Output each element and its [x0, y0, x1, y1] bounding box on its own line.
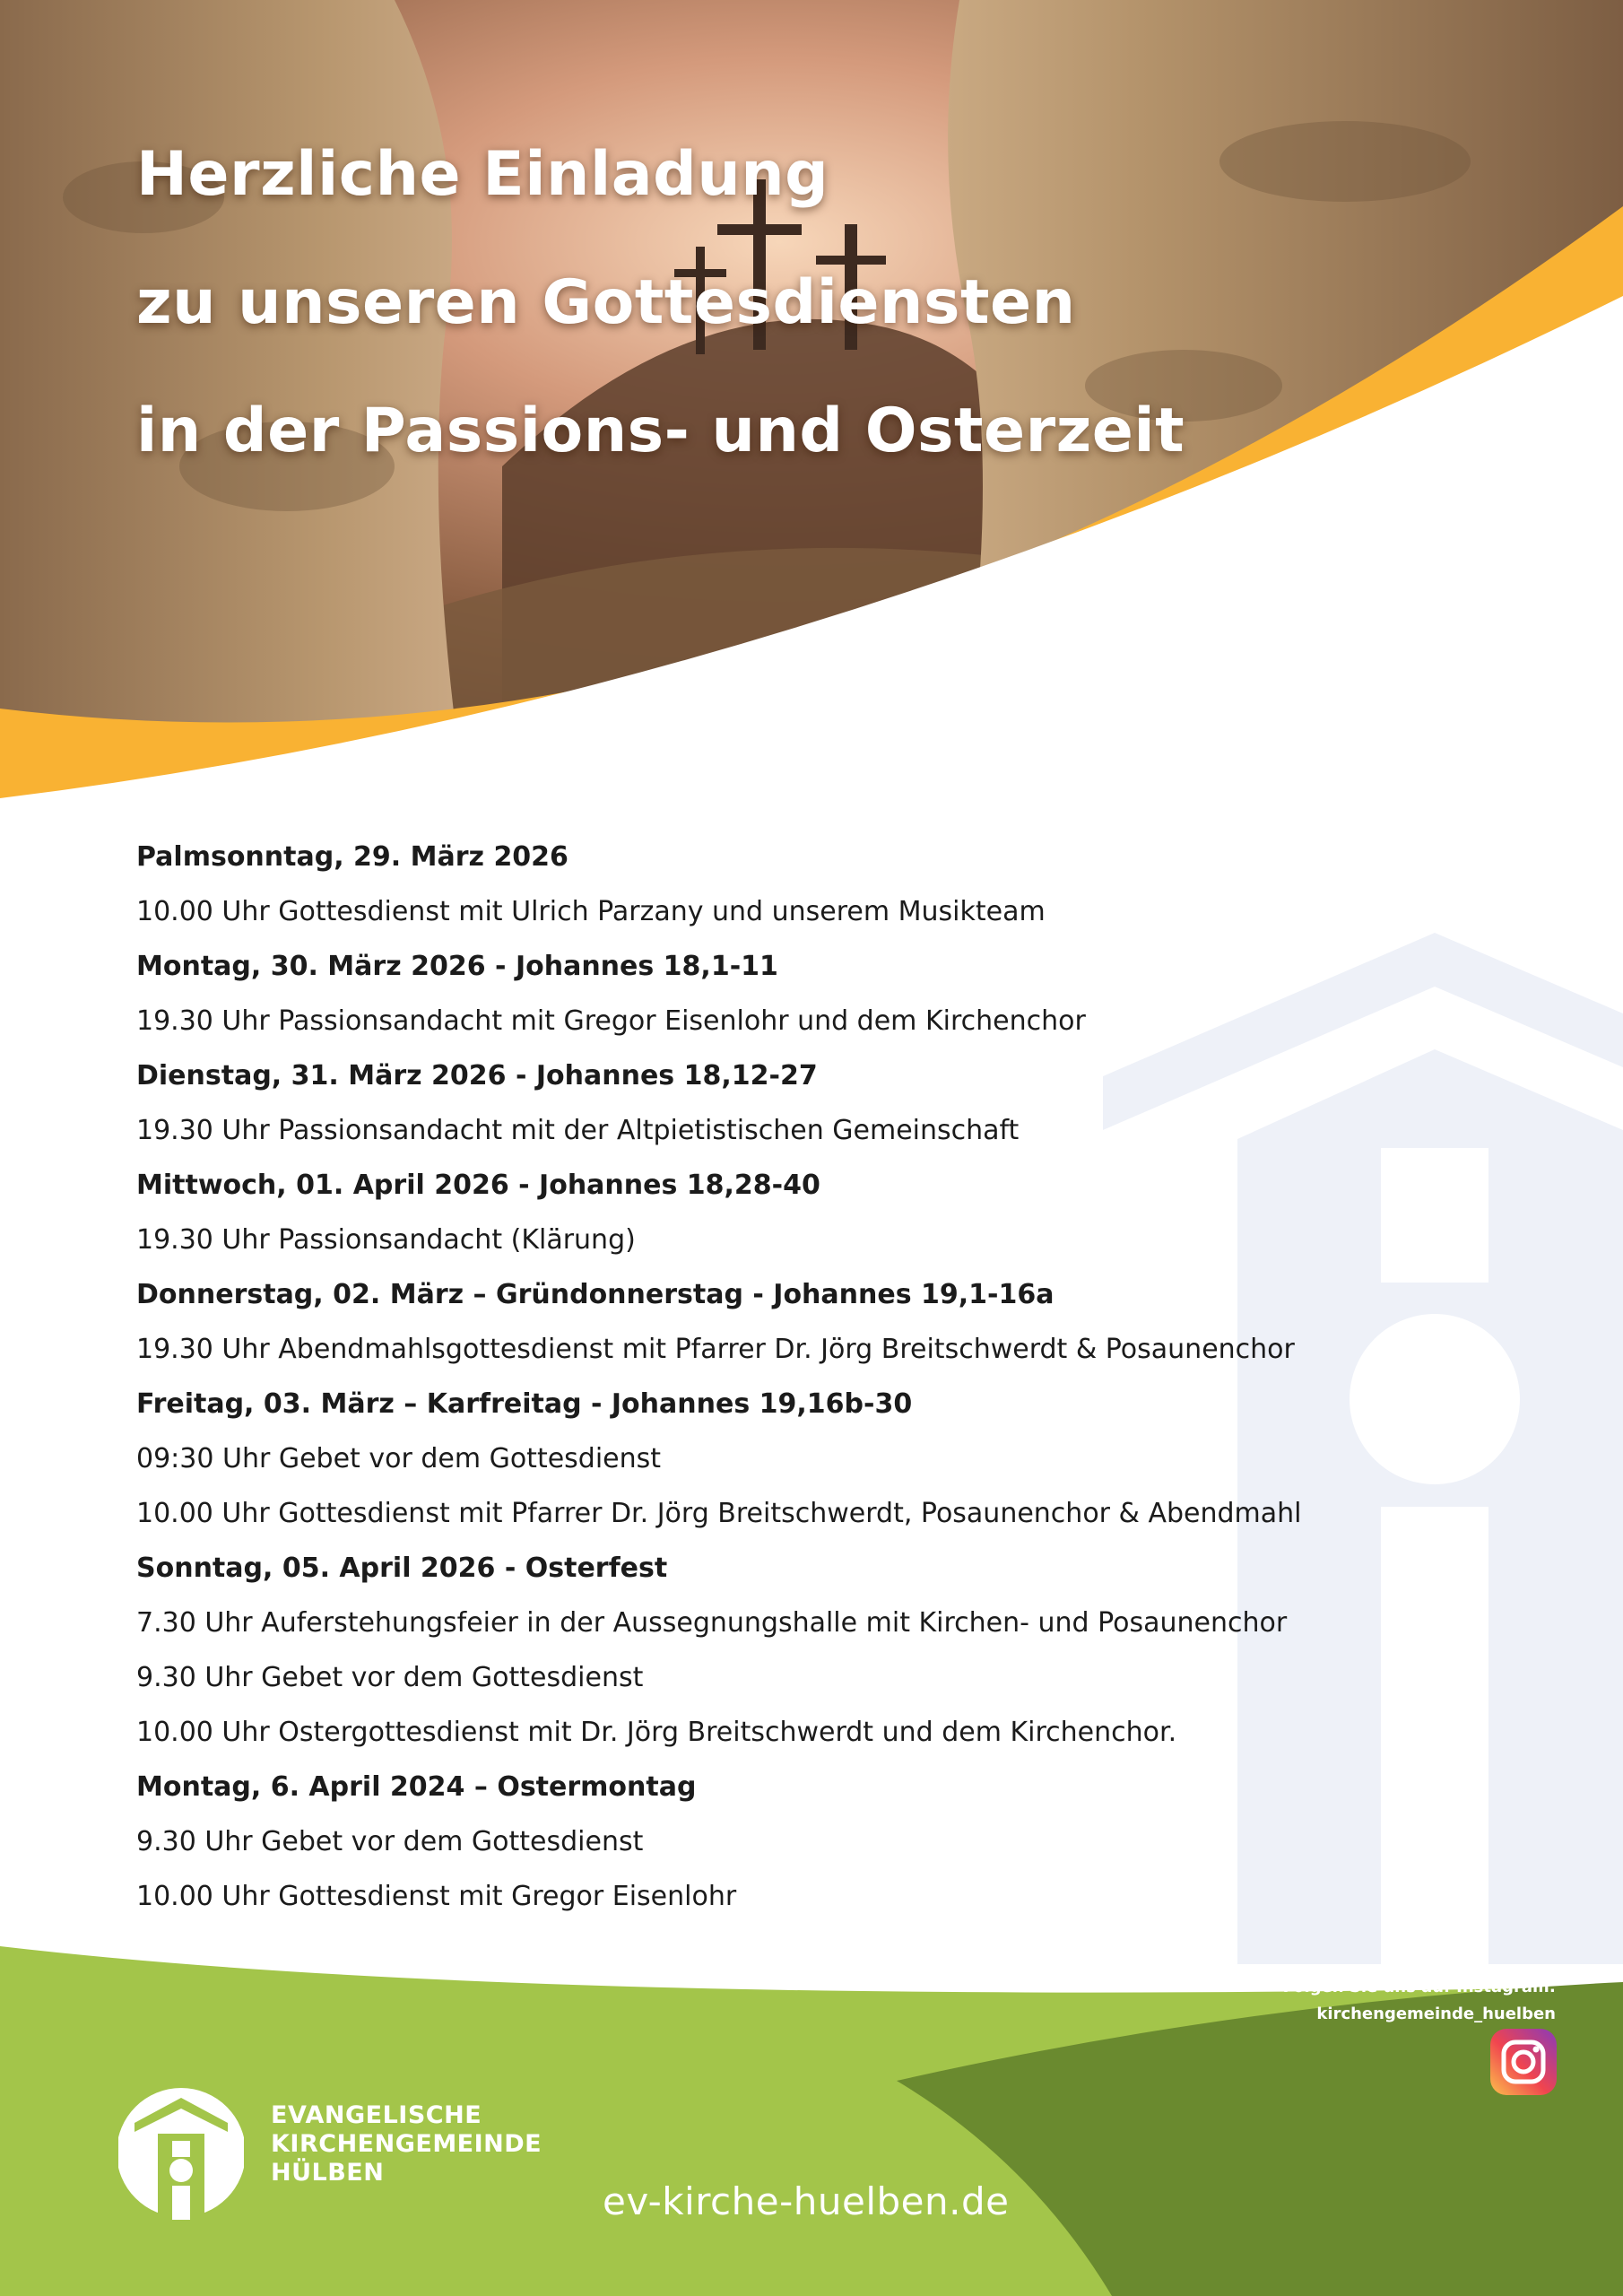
instagram-handle[interactable]: kirchengemeinde_huelben	[1316, 2005, 1556, 2023]
service-day-title: Palmsonntag, 29. März 2026	[136, 841, 568, 873]
service-item: 19.30 Uhr Passionsandacht mit Gregor Eisenlohr und dem Kirchenchor	[136, 1005, 1086, 1037]
service-item: 9.30 Uhr Gebet vor dem Gottesdienst	[136, 1662, 644, 1693]
church-tower-logo	[118, 2067, 244, 2220]
service-item: 7.30 Uhr Auferstehungsfeier in der Aussegnungshalle mit Kirchen- und Posaunenchor	[136, 1607, 1288, 1639]
logo-text-line-2: KIRCHENGEMEINDE	[271, 2130, 542, 2158]
service-schedule	[136, 830, 1481, 1924]
logo-text-line-3: HÜLBEN	[271, 2159, 385, 2187]
heading-line-2: zu unseren Gottesdiensten	[136, 267, 1076, 338]
service-item: 10.00 Uhr Gottesdienst mit Pfarrer Dr. Jörg Breitschwerdt, Posaunenchor & Abendmahl	[136, 1498, 1302, 1529]
heading-line-1: Herzliche Einladung	[136, 139, 829, 210]
service-item: 19.30 Uhr Abendmahlsgottesdienst mit Pfarrer Dr. Jörg Breitschwerdt & Posaunenchor	[136, 1334, 1295, 1365]
instagram-icon[interactable]	[1490, 2029, 1557, 2095]
service-day-title: Donnerstag, 02. März – Gründonnerstag - Johannes 19,1-16a	[136, 1279, 1055, 1310]
website-link[interactable]: ev-kirche-huelben.de	[603, 2179, 1010, 2223]
instagram-prompt: Folgen Sie uns auf Instagram:	[1282, 1978, 1556, 1996]
heading-line-3: in der Passions- und Osterzeit	[136, 396, 1185, 466]
service-item: 19.30 Uhr Passionsandacht (Klärung)	[136, 1224, 636, 1256]
service-day-title: Freitag, 03. März – Karfreitag - Johannes 19,16b-30	[136, 1388, 913, 1420]
service-day-title: Dienstag, 31. März 2026 - Johannes 18,12-27	[136, 1060, 818, 1091]
service-item: 9.30 Uhr Gebet vor dem Gottesdienst	[136, 1826, 644, 1857]
logo-text-line-1: EVANGELISCHE	[271, 2101, 482, 2129]
service-item: 19.30 Uhr Passionsandacht mit der Altpietistischen Gemeinschaft	[136, 1115, 1020, 1146]
service-day-title: Sonntag, 05. April 2026 - Osterfest	[136, 1552, 668, 1584]
service-item: 10.00 Uhr Ostergottesdienst mit Dr. Jörg Breitschwerdt und dem Kirchenchor.	[136, 1717, 1177, 1748]
service-day-title: Montag, 30. März 2026 - Johannes 18,1-11	[136, 951, 778, 982]
service-item: 09:30 Uhr Gebet vor dem Gottesdienst	[136, 1443, 662, 1474]
service-item: 10.00 Uhr Gottesdienst mit Gregor Eisenlohr	[136, 1881, 737, 1912]
service-day-title: Montag, 6. April 2024 – Ostermontag	[136, 1771, 697, 1803]
service-item: 10.00 Uhr Gottesdienst mit Ulrich Parzany und unserem Musikteam	[136, 896, 1046, 927]
service-day-title: Mittwoch, 01. April 2026 - Johannes 18,28-40	[136, 1170, 820, 1201]
